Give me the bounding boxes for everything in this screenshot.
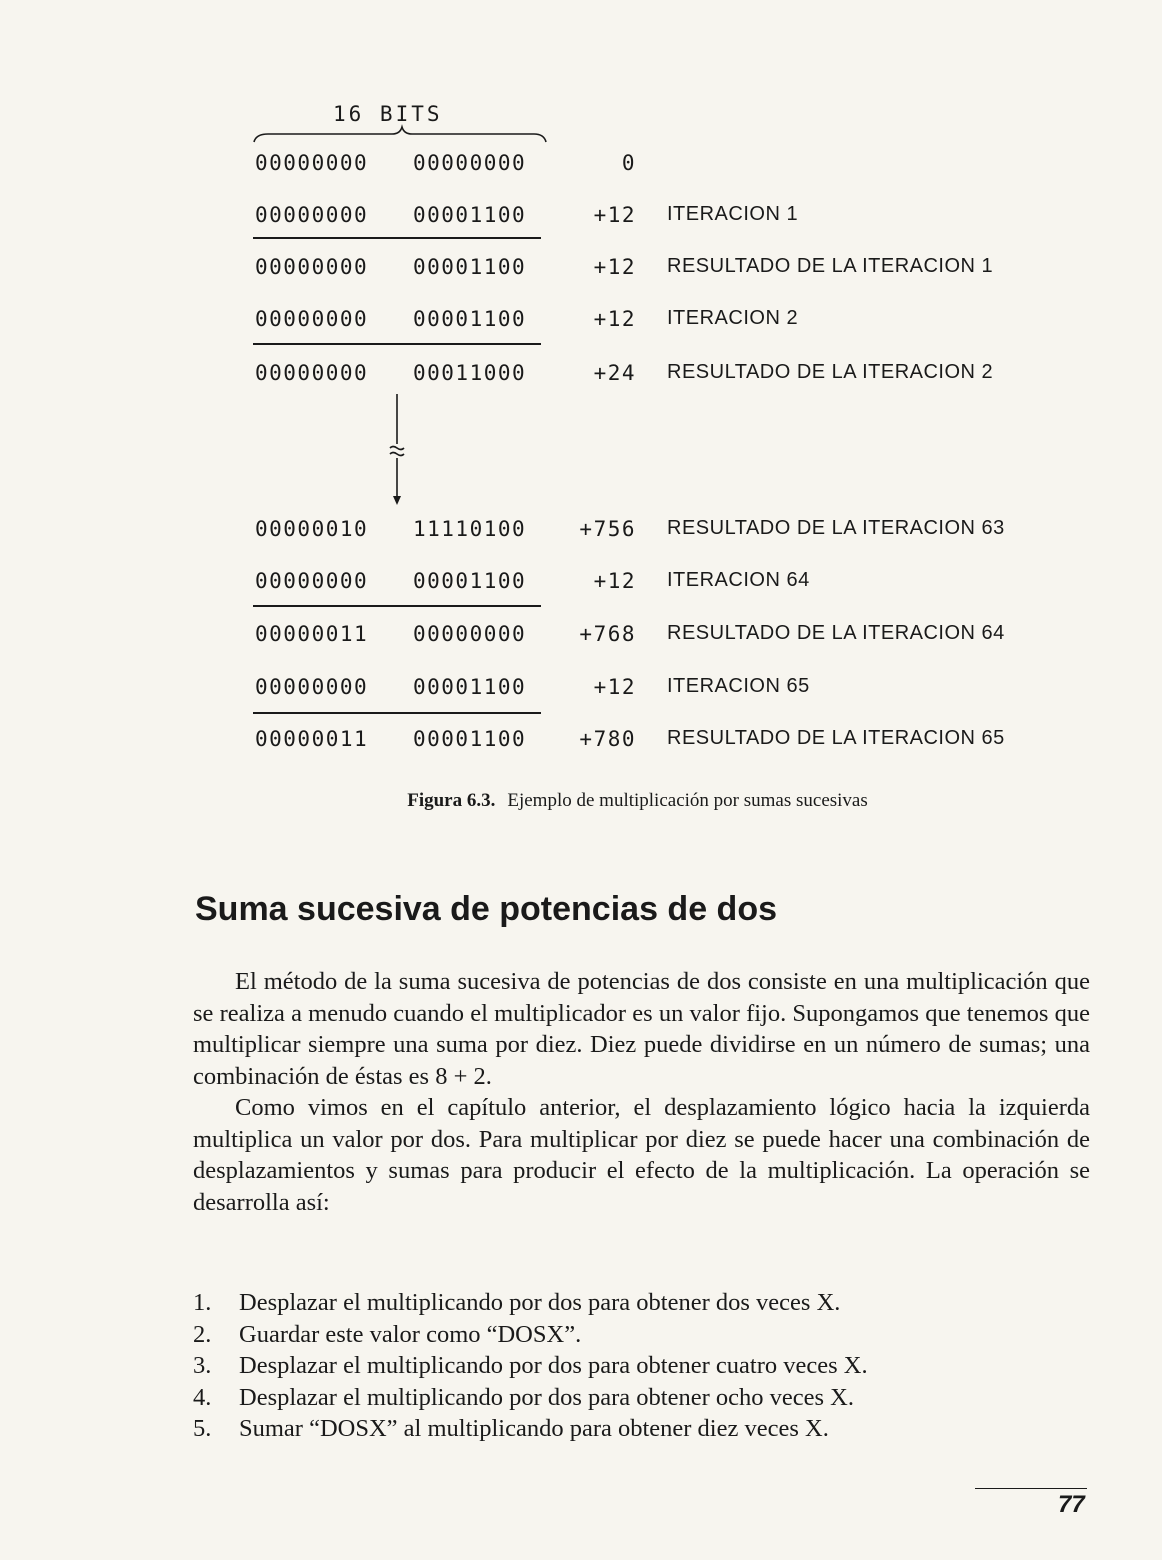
figure-row — [0, 255, 1162, 285]
row-description: ITERACION 1 — [667, 203, 799, 225]
list-item-number: 5. — [193, 1415, 212, 1442]
decimal-value: +768 — [579, 622, 636, 646]
figure-caption — [0, 790, 1162, 812]
footer-rule — [975, 1488, 1087, 1489]
figure-row — [0, 307, 1162, 337]
binary-high-byte: 00000000 — [255, 203, 369, 227]
body-text — [193, 966, 1090, 1218]
figure-row — [0, 622, 1162, 652]
decimal-value: 0 — [621, 151, 636, 175]
list-item — [193, 1350, 868, 1382]
decimal-value: +12 — [593, 307, 636, 331]
row-description: RESULTADO DE LA ITERACION 64 — [667, 622, 1005, 644]
binary-low-byte: 11110100 — [413, 517, 527, 541]
list-item-number: 2. — [193, 1320, 212, 1348]
figure-row — [0, 361, 1162, 391]
figure-row — [0, 203, 1162, 233]
binary-low-byte: 00001100 — [413, 203, 527, 227]
decimal-value: +24 — [593, 361, 636, 385]
binary-low-byte: 00001100 — [413, 255, 527, 279]
binary-high-byte: 00000000 — [255, 307, 369, 331]
binary-low-byte: 00011000 — [413, 361, 527, 385]
binary-high-byte: 00000011 — [255, 622, 369, 646]
list-item-text: Sumar “DOSX” al multiplicando para obtener diez veces X. — [239, 1415, 829, 1442]
list-item-number: 3. — [193, 1352, 212, 1379]
binary-low-byte: 00001100 — [413, 727, 527, 751]
binary-low-byte: 00001100 — [413, 569, 527, 593]
list-item — [193, 1287, 868, 1319]
binary-high-byte: 00000011 — [255, 727, 369, 751]
figure-row — [0, 675, 1162, 705]
sum-rule — [253, 237, 541, 239]
paragraph: Como vimos en el capítulo anterior, el desplazamiento lógico hacia la izquierda multiplica un valor por dos. Para multiplicar por diez se puede hacer una combinación de desplazamientos y sumas para producir el efecto de la multiplicación. La operación se desarrolla así: — [193, 1094, 1090, 1216]
binary-high-byte: 00000010 — [255, 517, 369, 541]
row-description: ITERACION 65 — [667, 675, 810, 697]
decimal-value: +780 — [579, 727, 636, 751]
bits-brace — [252, 124, 548, 144]
list-item — [193, 1319, 868, 1351]
binary-high-byte: 00000000 — [255, 151, 369, 175]
figure-caption-label: Figura 6.3. — [407, 790, 496, 811]
figure-row — [0, 727, 1162, 757]
decimal-value: +12 — [593, 675, 636, 699]
list-item-text: Desplazar el multiplicando por dos para obtener ocho veces X. — [239, 1383, 855, 1411]
list-item-text: Desplazar el multiplicando por dos para obtener dos veces X. — [239, 1289, 841, 1316]
decimal-value: +756 — [579, 517, 636, 541]
sum-rule — [253, 605, 541, 607]
sum-rule — [253, 712, 541, 714]
figure-row — [0, 569, 1162, 599]
list-item — [193, 1413, 868, 1445]
row-description: RESULTADO DE LA ITERACION 63 — [667, 517, 1005, 539]
decimal-value: +12 — [593, 569, 636, 593]
sum-rule — [253, 343, 541, 345]
section-heading: Suma sucesiva de potencias de dos — [195, 890, 778, 928]
list-item-text: Guardar este valor como “DOSX”. — [239, 1320, 582, 1348]
binary-high-byte: 00000000 — [255, 255, 369, 279]
row-description: RESULTADO DE LA ITERACION 65 — [667, 727, 1005, 749]
figure-row — [0, 151, 1162, 181]
binary-high-byte: 00000000 — [255, 569, 369, 593]
binary-low-byte: 00001100 — [413, 307, 527, 331]
decimal-value: +12 — [593, 255, 636, 279]
steps-list — [193, 1287, 868, 1445]
continuation-arrow-icon — [385, 392, 409, 510]
list-item-number: 1. — [193, 1289, 212, 1316]
figure-caption-text: Ejemplo de multiplicación por sumas sucesivas — [507, 790, 868, 811]
page-number: 77 — [1058, 1491, 1085, 1518]
list-item — [193, 1382, 868, 1414]
figure-row — [0, 517, 1162, 547]
binary-low-byte: 00001100 — [413, 675, 527, 699]
binary-high-byte: 00000000 — [255, 361, 369, 385]
row-description: RESULTADO DE LA ITERACION 2 — [667, 361, 994, 383]
binary-low-byte: 00000000 — [413, 151, 527, 175]
list-item-number: 4. — [193, 1383, 212, 1411]
paragraph: El método de la suma sucesiva de potencias de dos consiste en una multiplicación que se realiza a menudo cuando el multiplicador es un valor fijo. Supongamos que tenemos que multiplicar siempre una suma por diez. Diez puede dividirse en un número de sumas; una combinación de éstas es 8 + 2. — [193, 968, 1090, 1090]
decimal-value: +12 — [593, 203, 636, 227]
list-item-text: Desplazar el multiplicando por dos para obtener cuatro veces X. — [239, 1352, 868, 1379]
binary-low-byte: 00000000 — [413, 622, 527, 646]
binary-high-byte: 00000000 — [255, 675, 369, 699]
row-description: ITERACION 64 — [667, 569, 810, 591]
row-description: RESULTADO DE LA ITERACION 1 — [667, 255, 994, 277]
row-description: ITERACION 2 — [667, 307, 799, 329]
bits-label: 16 BITS — [333, 102, 443, 126]
